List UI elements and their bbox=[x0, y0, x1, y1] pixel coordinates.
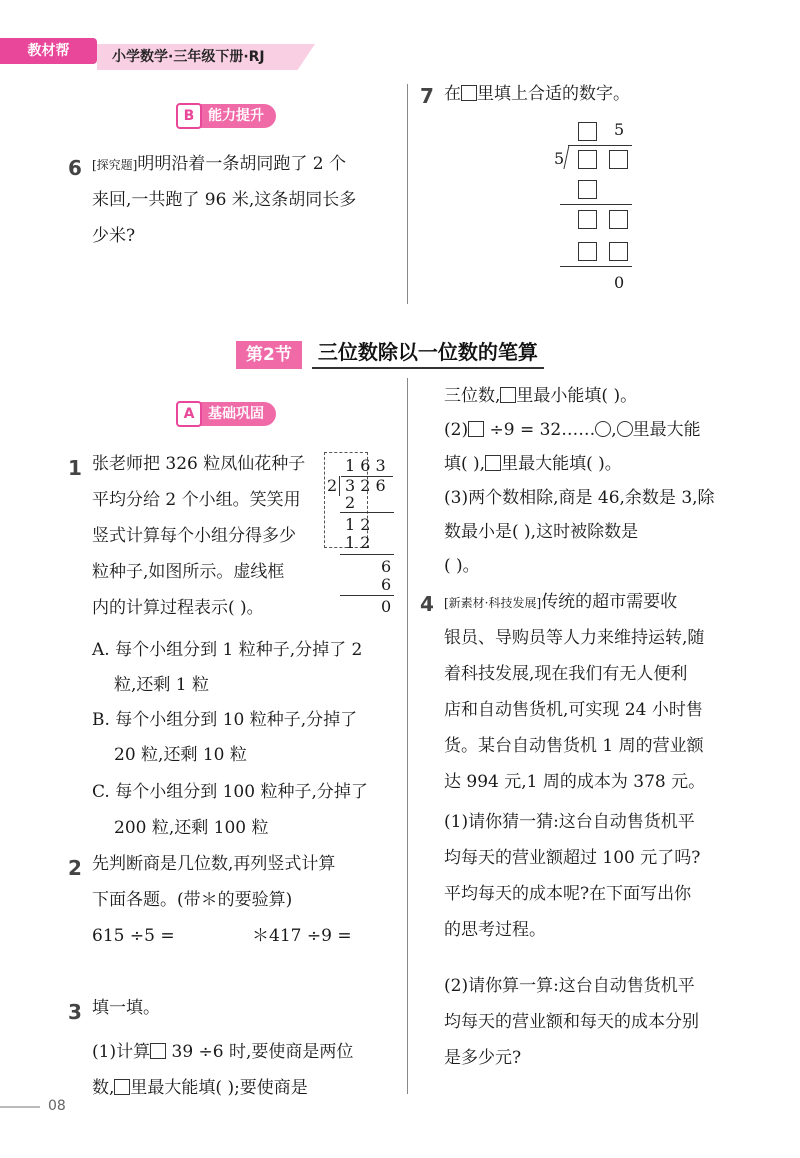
section-title: 三位数除以一位数的笔算 bbox=[312, 336, 544, 369]
question-title: 填一填。 bbox=[92, 998, 160, 1018]
text-part: 里最大能填( )。 bbox=[501, 454, 622, 474]
division-line bbox=[340, 595, 394, 596]
step-value: 1 2 bbox=[345, 533, 371, 552]
question-line bbox=[444, 446, 622, 482]
blank-circle bbox=[617, 421, 633, 437]
expression: ＊417 ÷9 = bbox=[252, 926, 352, 946]
question-line: (3)两个数相除,商是 46,余数是 3,除 bbox=[444, 488, 715, 508]
digit-blank bbox=[609, 210, 628, 229]
question-line: 张老师把 326 粒凤仙花种子 bbox=[92, 454, 306, 474]
text-part: 数, bbox=[92, 1078, 115, 1098]
sub-question-line: (2)请你算一算:这台自动售货机平 bbox=[444, 976, 695, 996]
blank-box bbox=[461, 85, 477, 101]
text-part: 三位数, bbox=[444, 386, 501, 406]
blank-box bbox=[500, 387, 516, 403]
badge-label: 基础巩固 bbox=[208, 406, 264, 422]
digit-blank bbox=[578, 210, 597, 229]
question-line: 货。某台自动售货机 1 周的营业额 bbox=[444, 736, 704, 756]
option-b-cont: 20 粒,还剩 10 粒 bbox=[114, 745, 247, 765]
question-line: 传统的超市需要收 bbox=[541, 592, 678, 612]
question-tag: [新素材·科技发展] bbox=[444, 596, 542, 610]
step-value: 6 bbox=[381, 575, 392, 594]
sub-question-line: 平均每天的成本呢?在下面写出你 bbox=[444, 884, 692, 904]
sub-question-line: 均每天的营业额超过 100 元了吗? bbox=[444, 848, 701, 868]
question-line: 内的计算过程表示( )。 bbox=[92, 598, 264, 618]
sub-question-line: (1)请你猜一猜:这台自动售货机平 bbox=[444, 812, 695, 832]
text-part: 里最小能填( )。 bbox=[516, 386, 638, 406]
sub-question-line: 的思考过程。 bbox=[444, 920, 546, 940]
question-number: 3 bbox=[68, 1000, 82, 1024]
section-banner bbox=[236, 336, 544, 369]
question-text bbox=[92, 146, 346, 183]
question-number: 4 bbox=[420, 592, 434, 616]
option-c: C. 每个小组分到 100 粒种子,分掉了 bbox=[92, 782, 368, 802]
badge-letter: A bbox=[176, 401, 202, 427]
digit-blank bbox=[609, 150, 628, 169]
blank-box bbox=[150, 1043, 166, 1059]
question-text bbox=[444, 584, 677, 621]
question-line bbox=[444, 378, 637, 414]
quotient: 1 6 3 bbox=[345, 456, 386, 475]
divisor: 5 bbox=[554, 149, 565, 168]
digit-blank bbox=[578, 180, 597, 199]
division-line bbox=[560, 204, 632, 205]
question-line bbox=[444, 412, 701, 448]
division-bar bbox=[568, 145, 632, 146]
question-text-part: 在 bbox=[444, 84, 461, 104]
dividend: 3 2 6 bbox=[345, 476, 386, 495]
question-line bbox=[92, 1034, 353, 1070]
section-label: 第2节 bbox=[236, 341, 302, 369]
divisor: 2 bbox=[327, 476, 338, 495]
option-b: B. 每个小组分到 10 粒种子,分掉了 bbox=[92, 710, 358, 730]
badge-letter: B bbox=[176, 103, 202, 129]
question-number: 7 bbox=[420, 84, 434, 108]
page-number: 08 bbox=[48, 1098, 66, 1114]
question-line: 竖式计算每个小组分得多少 bbox=[92, 526, 296, 546]
question-line: 来回,一共跑了 96 米,这条胡同长多 bbox=[92, 190, 357, 210]
text-part: (2) bbox=[444, 420, 469, 440]
column-divider-bottom bbox=[407, 378, 408, 1094]
sub-question-line: 是多少元? bbox=[444, 1048, 522, 1068]
question-line: 店和自动售货机,可实现 24 小时售 bbox=[444, 700, 703, 720]
digit-blank bbox=[578, 242, 597, 261]
question-text bbox=[444, 76, 630, 112]
text-part: ÷9 = 32…… bbox=[489, 420, 596, 440]
question-text-part: 里填上合适的数字。 bbox=[477, 84, 630, 104]
step-value: 1 2 bbox=[345, 515, 371, 534]
blank-box bbox=[468, 421, 484, 437]
step-value: 6 bbox=[381, 557, 392, 576]
division-bracket bbox=[339, 476, 340, 496]
expression: 615 ÷5 = bbox=[92, 926, 175, 946]
division-line bbox=[560, 266, 632, 267]
question-number: 6 bbox=[68, 156, 82, 180]
remainder: 0 bbox=[614, 273, 625, 292]
question-line: 着科技发展,现在我们有无人便利 bbox=[444, 664, 688, 684]
text-part: 填( ), bbox=[444, 454, 486, 474]
badge-basic bbox=[183, 402, 276, 426]
question-line: 先判断商是几位数,再列竖式计算 bbox=[92, 854, 336, 874]
digit-blank bbox=[609, 242, 628, 261]
header-tab: 教材帮 bbox=[0, 38, 97, 64]
question-line: 数最小是( ),这时被除数是 bbox=[444, 522, 639, 542]
badge-label: 能力提升 bbox=[208, 108, 264, 124]
option-c-cont: 200 粒,还剩 100 粒 bbox=[114, 818, 269, 838]
question-line: 达 994 元,1 周的成本为 378 元。 bbox=[444, 772, 706, 792]
blank-circle bbox=[595, 421, 611, 437]
question-tag: [探究题] bbox=[92, 158, 138, 172]
digit-blank bbox=[578, 150, 597, 169]
question-line: 银员、导购员等人力来维持运转,随 bbox=[444, 628, 705, 648]
step-value: 2 bbox=[345, 493, 356, 512]
text-part: , bbox=[611, 420, 617, 440]
division-line bbox=[340, 554, 394, 555]
division-bracket bbox=[563, 145, 569, 169]
question-line: 粒种子,如图所示。虚线框 bbox=[92, 562, 285, 582]
question-line bbox=[92, 1070, 308, 1106]
option-a-cont: 粒,还剩 1 粒 bbox=[114, 675, 210, 695]
page-number-rule bbox=[0, 1106, 40, 1108]
question-number: 2 bbox=[68, 856, 82, 880]
text-part: (1)计算 bbox=[92, 1042, 151, 1062]
remainder: 0 bbox=[381, 597, 392, 616]
blank-box bbox=[114, 1079, 130, 1095]
division-line bbox=[340, 512, 394, 513]
question-line: 少米? bbox=[92, 226, 136, 246]
question-line: 下面各题。(带＊的要验算) bbox=[92, 890, 293, 910]
badge-ability bbox=[183, 104, 276, 128]
sub-question-line: 均每天的营业额和每天的成本分别 bbox=[444, 1012, 699, 1032]
digit-blank bbox=[578, 122, 597, 141]
blank-box bbox=[485, 455, 501, 471]
quotient-digit: 5 bbox=[614, 120, 625, 139]
text-part: 里最大能 bbox=[632, 420, 701, 440]
option-a: A. 每个小组分到 1 粒种子,分掉了 2 bbox=[92, 640, 363, 660]
question-line: ( )。 bbox=[444, 556, 480, 576]
question-line: 明明沿着一条胡同跑了 2 个 bbox=[137, 154, 346, 174]
text-part: 39 ÷6 时,要使商是两位 bbox=[171, 1042, 354, 1062]
header-title: 小学数学·三年级下册·RJ bbox=[112, 49, 265, 65]
text-part: 里最大能填( );要使商是 bbox=[130, 1078, 308, 1098]
question-number: 1 bbox=[68, 456, 82, 480]
column-divider-top bbox=[407, 84, 408, 304]
question-line: 平均分给 2 个小组。笑笑用 bbox=[92, 490, 301, 510]
